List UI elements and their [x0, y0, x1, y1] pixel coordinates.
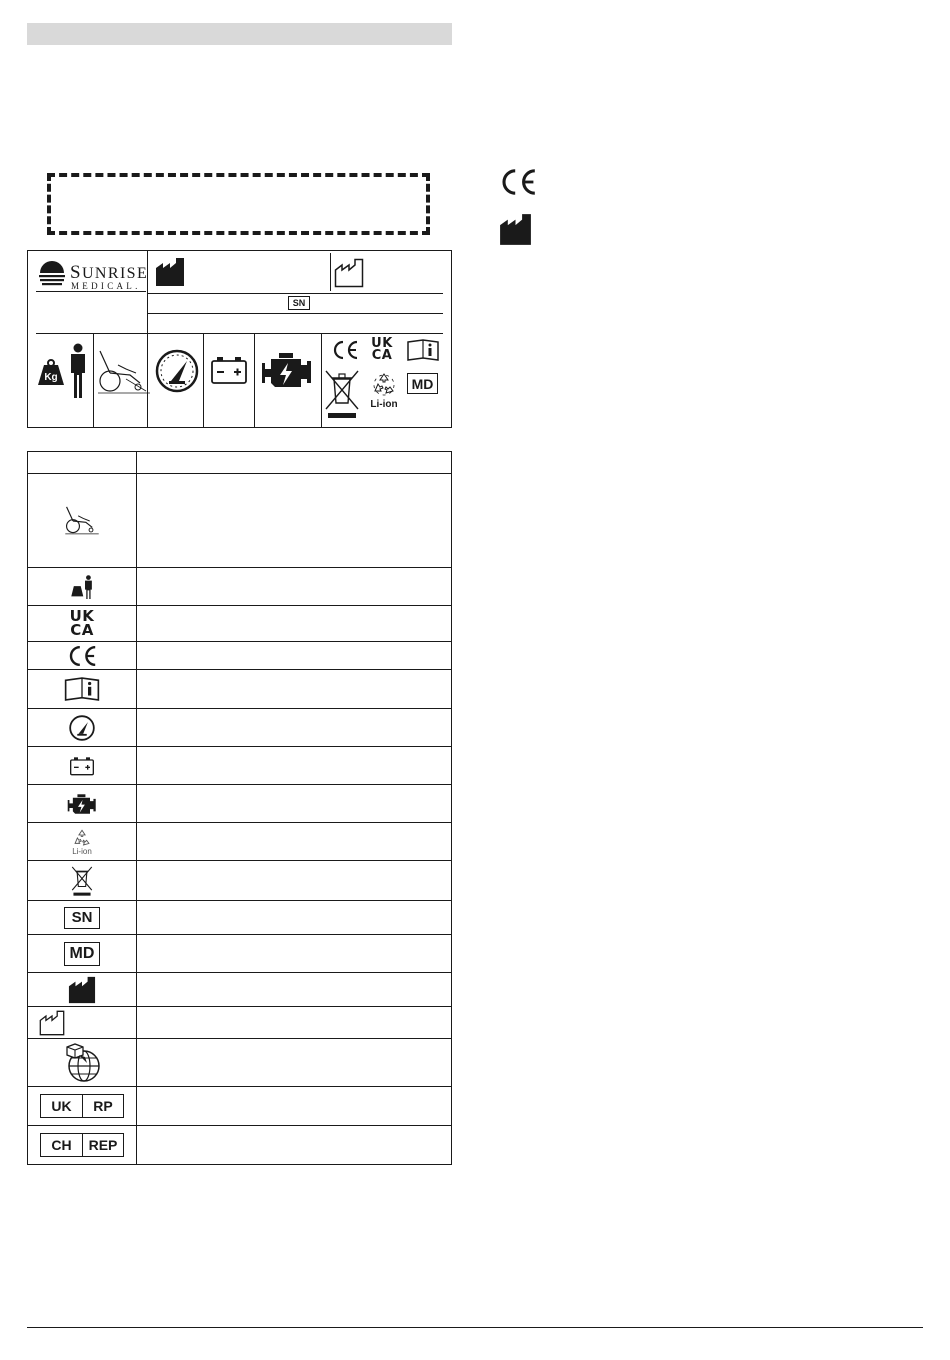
manufacturer-icon: [499, 213, 532, 246]
manufacturer-icon: [68, 976, 96, 1004]
sun-logo-icon: [38, 261, 66, 287]
footer-divider: [27, 1327, 923, 1328]
serial-number-symbol: SN: [288, 296, 310, 310]
brand-subname: MEDICAL.: [71, 281, 141, 291]
recycle-li-ion-icon: [72, 828, 92, 848]
table-row: [28, 568, 451, 606]
table-row: [28, 642, 451, 670]
speedometer-icon: [155, 349, 199, 393]
section-heading-bar: [27, 23, 452, 45]
recycle-icon: [371, 371, 397, 397]
uk-rp-icon: UK RP: [40, 1094, 124, 1118]
battery-icon: [69, 756, 95, 776]
motor-icon: [261, 349, 313, 391]
wheelchair-incline-icon: [64, 505, 100, 537]
weight-person-icon: [68, 575, 96, 599]
table-row: [28, 474, 451, 568]
table-row: [28, 670, 451, 709]
product-label-plate: [27, 250, 452, 428]
battery-icon: [210, 355, 248, 385]
table-row: [28, 1087, 451, 1126]
speedometer-icon: [69, 715, 95, 741]
ukca-mark-icon: UK CA: [69, 607, 95, 639]
ce-mark-icon: [331, 340, 359, 360]
table-row: [28, 709, 451, 747]
li-ion-label: Li-ion: [72, 846, 92, 856]
table-row: [28, 747, 451, 785]
table-row: [28, 1039, 451, 1087]
recycle-li-ion-symbol: [367, 371, 401, 410]
manufacturer-icon: [155, 257, 185, 287]
table-row: [28, 973, 451, 1007]
table-row: [28, 861, 451, 901]
importer-globe-icon: [63, 1043, 101, 1083]
table-row: [28, 823, 451, 861]
weee-bin-icon: [71, 865, 93, 897]
ukca-mark-icon: UK CA: [371, 336, 393, 363]
table-row: [28, 1126, 451, 1164]
table-row: [28, 606, 451, 642]
svg-text:Kg: Kg: [44, 372, 58, 383]
weee-bin-icon: [324, 369, 360, 419]
table-header-description: [138, 452, 451, 473]
medical-device-symbol: MD: [407, 373, 438, 394]
medical-device-icon: MD: [64, 942, 100, 966]
table-row: [28, 935, 451, 973]
ch-rep-icon: CH REP: [40, 1133, 124, 1157]
symbol-table: [27, 451, 452, 1165]
li-ion-label: Li-ion: [370, 399, 398, 410]
table-row: [28, 785, 451, 823]
table-row: [28, 1007, 451, 1039]
wheelchair-incline-icon: [96, 349, 152, 397]
weight-person-icon: [34, 343, 92, 399]
serial-number-icon: SN: [64, 907, 100, 929]
ce-mark-icon: [498, 168, 538, 196]
instructions-info-icon: [407, 339, 439, 361]
table-row: [28, 901, 451, 935]
motor-icon: [66, 792, 98, 816]
date-of-manufacture-icon: [334, 258, 364, 288]
table-header-symbol: [28, 452, 137, 473]
instructions-info-icon: [64, 677, 100, 701]
dashed-placeholder-box: [47, 173, 430, 235]
brand-name: SUNRISE: [70, 262, 149, 283]
table-header-row: [28, 452, 451, 474]
brand-logo: [38, 259, 148, 289]
date-of-manufacture-icon: [38, 1010, 66, 1036]
ce-mark-icon: [66, 645, 98, 667]
